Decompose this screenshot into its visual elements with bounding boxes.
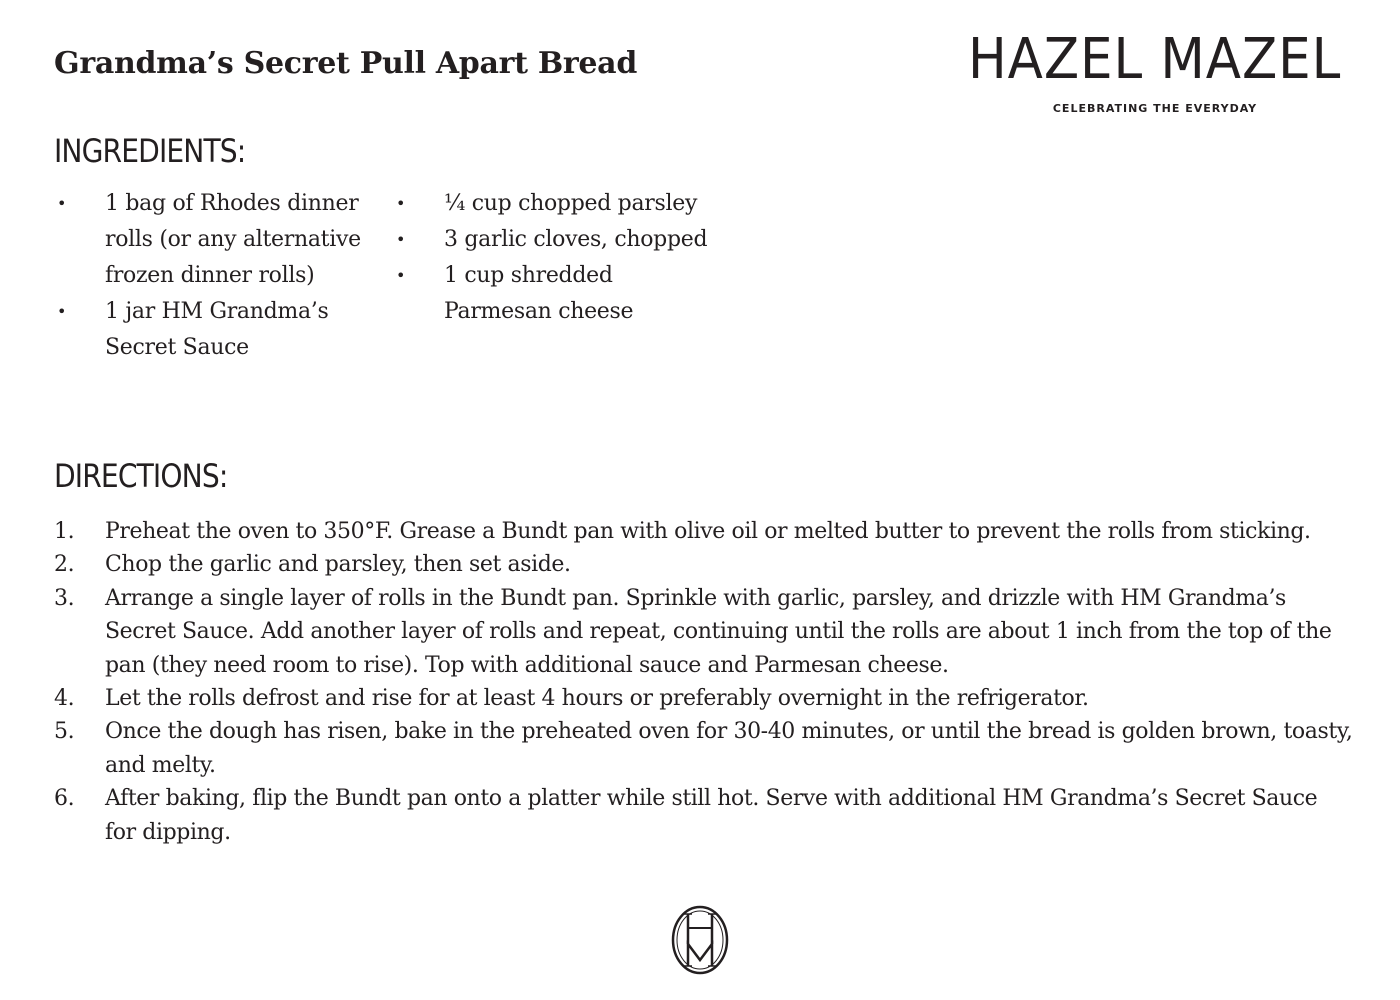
list-item bbox=[54, 682, 1354, 715]
list-item: • 3 garlic cloves, chopped bbox=[393, 222, 723, 258]
step-number: 2. bbox=[54, 552, 75, 578]
list-item bbox=[54, 715, 1354, 782]
list-item bbox=[54, 782, 1354, 849]
directions-heading: DIRECTIONS: bbox=[54, 457, 228, 495]
step-text: After baking, flip the Bundt pan onto a platter while still hot. Serve with additional HM Grandma’s Secret Sauce for dipping. bbox=[105, 786, 1318, 845]
recipe-title: Grandma’s Secret Pull Apart Bread bbox=[54, 46, 637, 81]
step-text: Preheat the oven to 350°F. Grease a Bundt pan with olive oil or melted butter to prevent the rolls from sticking. bbox=[105, 519, 1311, 544]
list-item: • 1 jar HM Grandma’s Secret Sauce bbox=[54, 294, 384, 366]
step-number: 1. bbox=[54, 519, 75, 544]
list-item: • ¼ cup chopped parsley bbox=[393, 186, 723, 222]
list-item bbox=[54, 582, 1354, 682]
brand-name: HAZEL MAZEL bbox=[968, 27, 1342, 92]
list-item bbox=[54, 548, 1354, 581]
step-number: 4. bbox=[54, 686, 75, 712]
list-item bbox=[54, 515, 1354, 548]
brand-logo bbox=[968, 28, 1372, 115]
ingredients-list-column-1 bbox=[54, 186, 384, 366]
ingredients-heading: INGREDIENTS: bbox=[54, 132, 246, 170]
brand-tagline: CELEBRATING THE EVERYDAY bbox=[1052, 102, 1258, 115]
step-text: Arrange a single layer of rolls in the Bundt pan. Sprinkle with garlic, parsley, and drizzle with HM Grandma’s Secret Sauce. Add another layer of rolls and repeat, continuing until the rolls are about 1 inch from the top of the pan (they need room to rise). Top with additional sauce and Parmesan cheese. bbox=[105, 585, 1332, 678]
step-text: Chop the garlic and parsley, then set aside. bbox=[105, 552, 571, 578]
step-text: Let the rolls defrost and rise for at least 4 hours or preferably overnight in the refrigerator. bbox=[105, 686, 1089, 712]
list-item: • 1 cup shredded Parmesan cheese bbox=[393, 258, 723, 330]
step-text: Once the dough has risen, bake in the preheated oven for 30-40 minutes, or until the bread is golden brown, toasty, and melty. bbox=[105, 719, 1353, 778]
step-number: 6. bbox=[54, 786, 75, 812]
ingredients-list-column-2 bbox=[393, 186, 723, 330]
hm-monogram-icon bbox=[670, 904, 730, 976]
directions-list bbox=[54, 515, 1354, 849]
step-number: 5. bbox=[54, 719, 75, 745]
step-number: 3. bbox=[54, 585, 75, 611]
list-item: • 1 bag of Rhodes dinner rolls (or any alternative frozen dinner rolls) bbox=[54, 186, 384, 294]
